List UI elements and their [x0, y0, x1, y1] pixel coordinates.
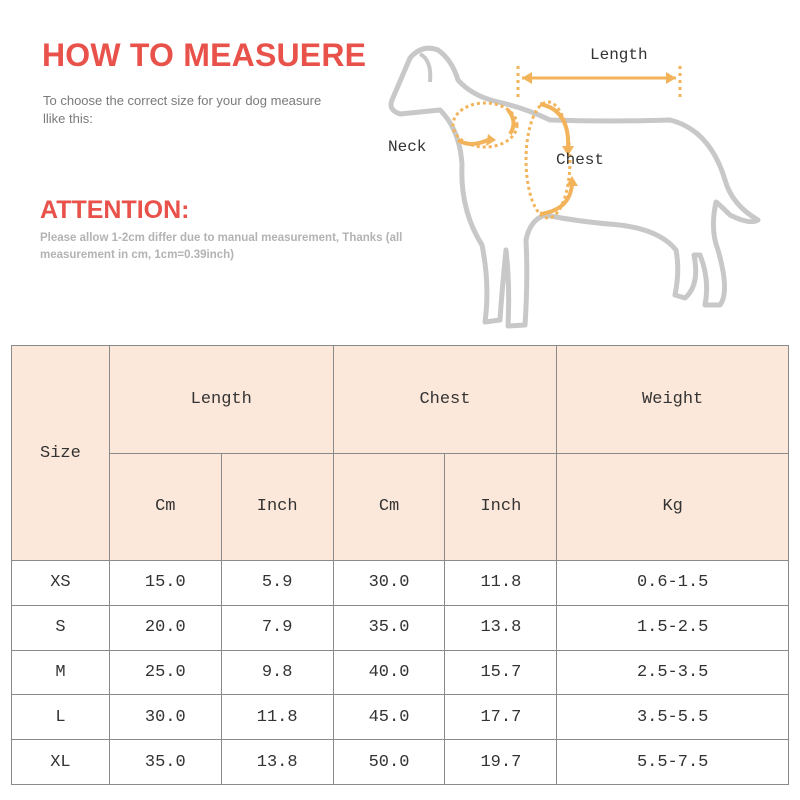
length-arrowhead-left: [522, 72, 532, 84]
dog-measure-diagram: [380, 30, 780, 340]
table-row: [12, 605, 789, 650]
table-cell: 19.7: [445, 740, 557, 785]
table-cell: 5.9: [221, 561, 333, 606]
instructions-text: To choose the correct size for your dog measure llike this:: [43, 93, 322, 126]
table-row: [12, 740, 789, 785]
attention-heading: ATTENTION:: [40, 196, 190, 224]
table-cell: 17.7: [445, 695, 557, 740]
table-header-row: [12, 346, 789, 454]
neck-arrow: [458, 140, 488, 144]
dog-ear: [420, 54, 430, 82]
page-title: HOW TO MEASUERE: [42, 37, 367, 73]
table-cell: 11.8: [445, 561, 557, 606]
table-cell: 13.8: [445, 605, 557, 650]
weight-group-header: Weight: [557, 346, 789, 454]
table-row: [12, 695, 789, 740]
neck-label: Neck: [388, 138, 427, 156]
table-cell: 11.8: [221, 695, 333, 740]
table-cell: 15.0: [109, 561, 221, 606]
unit-header: Kg: [557, 453, 789, 561]
dog-outline: [391, 48, 758, 326]
unit-header: Cm: [109, 453, 221, 561]
size-cell: XL: [12, 740, 110, 785]
size-cell: XS: [12, 561, 110, 606]
table-cell: 13.8: [221, 740, 333, 785]
attention-note: Please allow 1-2cm differ due to manual measurement, Thanks (all measurement in cm, 1cm=0.39inch): [40, 232, 403, 261]
chest-arrowhead-bottom: [566, 176, 578, 186]
size-column-header: Size: [12, 346, 110, 561]
chest-label: Chest: [556, 151, 605, 169]
table-cell: 2.5-3.5: [557, 650, 789, 695]
table-cell: 9.8: [221, 650, 333, 695]
size-chart-table: [11, 345, 789, 785]
unit-header: Inch: [445, 453, 557, 561]
table-cell: 30.0: [333, 561, 445, 606]
table-cell: 0.6-1.5: [557, 561, 789, 606]
table-cell: 40.0: [333, 650, 445, 695]
size-cell: S: [12, 605, 110, 650]
neck-arrowhead: [486, 134, 496, 146]
table-cell: 35.0: [333, 605, 445, 650]
table-cell: 7.9: [221, 605, 333, 650]
unit-header: Cm: [333, 453, 445, 561]
length-group-header: Length: [109, 346, 333, 454]
table-cell: 50.0: [333, 740, 445, 785]
chest-group-header: Chest: [333, 346, 557, 454]
table-cell: 30.0: [109, 695, 221, 740]
table-cell: 45.0: [333, 695, 445, 740]
table-cell: 35.0: [109, 740, 221, 785]
table-cell: 3.5-5.5: [557, 695, 789, 740]
size-cell: L: [12, 695, 110, 740]
length-arrowhead-right: [666, 72, 676, 84]
table-cell: 5.5-7.5: [557, 740, 789, 785]
table-unit-row: [12, 453, 789, 561]
table-cell: 20.0: [109, 605, 221, 650]
chest-arrow-top: [540, 104, 568, 148]
length-label: Length: [590, 46, 648, 64]
unit-header: Inch: [221, 453, 333, 561]
table-row: [12, 650, 789, 695]
size-cell: M: [12, 650, 110, 695]
table-row: [12, 561, 789, 606]
chest-arrow-bottom: [540, 184, 572, 214]
table-cell: 15.7: [445, 650, 557, 695]
table-cell: 25.0: [109, 650, 221, 695]
table-cell: 1.5-2.5: [557, 605, 789, 650]
neck-arrow-upper: [508, 110, 514, 134]
